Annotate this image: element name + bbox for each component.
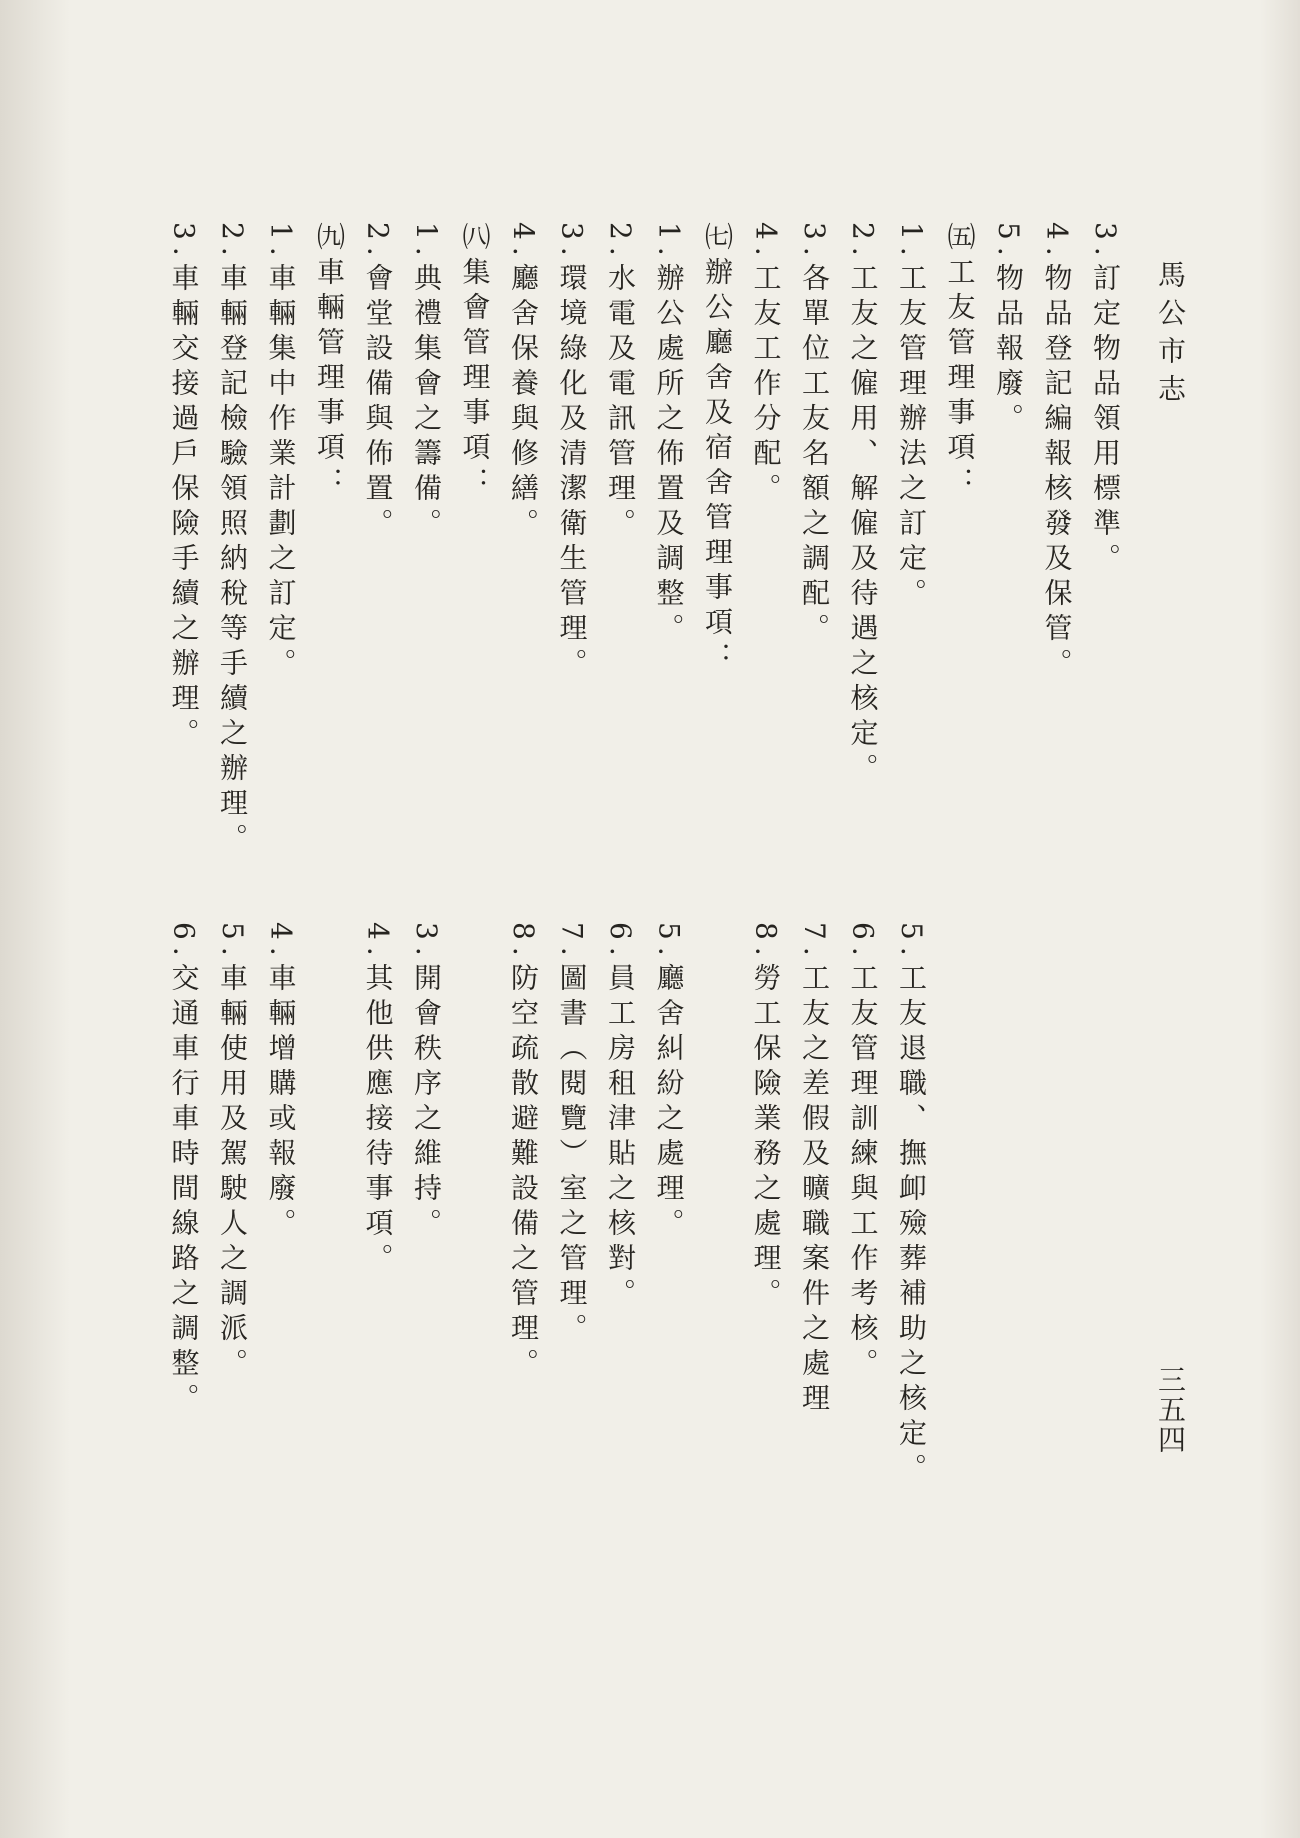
text-column: 1.典禮集會之籌備。	[410, 222, 443, 543]
text-column: 3.環境綠化及清潔衛生管理。	[555, 222, 589, 683]
text-column: 1.車輛集中作業計劃之訂定。	[264, 222, 298, 683]
book-title: 馬公市志	[1154, 260, 1187, 412]
page-number: 三五四	[1154, 1365, 1187, 1455]
text-column: 4.物品登記編報核發及保管。	[1040, 222, 1074, 683]
text-column-lower: 5.車輛使用及駕駛人之調派。	[216, 922, 249, 1383]
text-column: 1.工友管理辦法之訂定。	[895, 222, 928, 613]
page-edge-shadow	[0, 0, 70, 1838]
text-column-lower: 4.車輛增購或報廢。	[264, 922, 298, 1243]
text-column: ㈨車輛管理事項：	[313, 222, 346, 502]
text-column: ㈧集會管理事項：	[458, 222, 492, 502]
text-column: ㈦辦公廳舍及宿舍管理事項：	[701, 222, 734, 677]
text-column-lower: 5.工友退職、撫卹殮葬補助之核定。	[895, 922, 928, 1488]
text-column-lower: 6.工友管理訓練與工作考核。	[846, 922, 880, 1383]
text-column-lower: 7.圖書（閱覽）室之管理。	[555, 922, 589, 1348]
text-column: ㈤工友管理事項：	[943, 222, 977, 502]
text-column: 2.工友之僱用、解僱及待遇之核定。	[846, 222, 880, 788]
text-column: 3.各單位工友名額之調配。	[798, 222, 831, 648]
text-column-lower: 6.交通車行車時間線路之調整。	[167, 922, 201, 1418]
text-column: 4.工友工作分配。	[749, 222, 783, 508]
text-column: 4.廳舍保養與修繕。	[507, 222, 540, 543]
text-column-lower: 4.其他供應接待事項。	[361, 922, 395, 1278]
text-column: 2.水電及電訊管理。	[604, 222, 637, 543]
text-column-lower: 7.工友之差假及曠職案件之處理	[798, 922, 831, 1418]
text-column: 3.車輛交接過戶保險手續之辦理。	[167, 222, 201, 753]
text-column: 3.訂定物品領用標準。	[1089, 222, 1122, 578]
text-column: 2.車輛登記檢驗領照納稅等手續之辦理。	[216, 222, 249, 858]
text-column: 5.物品報廢。	[992, 222, 1025, 438]
text-column: 1.辦公處所之佈置及調整。	[652, 222, 686, 648]
text-column-lower: 6.員工房租津貼之核對。	[604, 922, 637, 1313]
text-column-lower: 8.勞工保險業務之處理。	[749, 922, 783, 1313]
text-column-lower: 8.防空疏散避難設備之管理。	[507, 922, 540, 1383]
text-column-lower: 5.廳舍糾紛之處理。	[652, 922, 686, 1243]
page-edge-shadow-right	[1260, 0, 1300, 1838]
text-column-lower: 3.開會秩序之維持。	[410, 922, 443, 1243]
text-column: 2.會堂設備與佈置。	[361, 222, 395, 543]
